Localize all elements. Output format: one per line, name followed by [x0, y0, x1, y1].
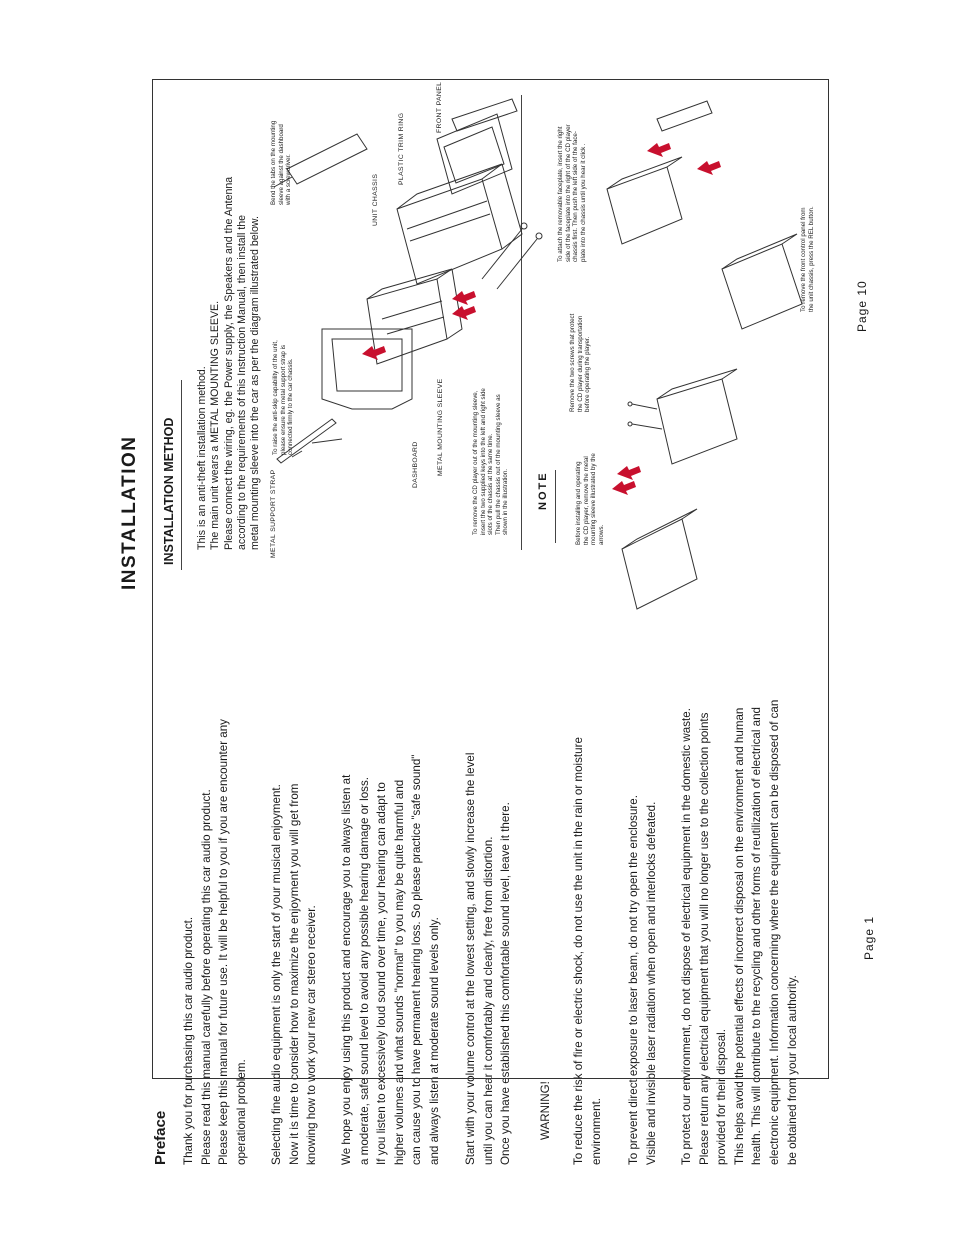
arrow-icon: [647, 143, 671, 157]
removal-keys-icon: [482, 223, 542, 289]
caption-line: connected firmly to the car chassis.: [287, 358, 295, 455]
warning-line: To reduce the risk of fire or electric shock, do not use the unit in the rain or moisture: [572, 737, 585, 1165]
caption-line: insert the two supplied keys into the left and right side: [479, 388, 487, 535]
arrow-icon: [362, 346, 386, 360]
label-front-panel: FRONT PANEL: [436, 81, 443, 133]
method-line: metal mounting sleeve into the car as per the diagram illustrated below.: [249, 216, 262, 550]
note-illustration-faceplate: [607, 101, 712, 244]
preface-line: can cause you to have permanent hearing loss. So please practice "safe sound": [410, 754, 424, 1165]
arrow-icon: [617, 466, 641, 480]
preface-line: Start with your volume control at the lowest setting, and slowly increase the level: [464, 752, 477, 1165]
note-line: arrows.: [597, 524, 605, 545]
note-line: before operating the player.: [584, 336, 592, 412]
preface-line: operational problem.: [234, 1059, 248, 1165]
note-illustration-release: [722, 234, 802, 329]
caption-line: with a screwdriver.: [285, 154, 293, 205]
caption-line: slots of the chassis at the same time.: [487, 433, 495, 535]
warning-line: environment.: [589, 1097, 603, 1165]
label-metal-support-strap: METAL SUPPORT STRAP: [270, 469, 277, 558]
label-plastic-trim-ring: PLASTIC TRIM RING: [398, 112, 405, 185]
preface-line: If you listen to excessively loud sound over time, your hearing can adapt to: [375, 782, 389, 1165]
caption-line: shown in the illustration.: [502, 468, 510, 535]
caption-line: please ensure the metal support strap is: [279, 344, 287, 455]
label-metal-mounting-sleeve: METAL MOUNTING SLEEVE: [437, 378, 444, 476]
note-line: Remove the two screws that protect: [569, 313, 576, 412]
front-panel: [452, 99, 517, 131]
note-illustration-sleeve: [622, 509, 697, 609]
preface-line: Now it is time to consider how to maximize the enjoyment you will get from: [287, 783, 301, 1165]
preface-line: Once you have established this comfortable sound level, leave it there.: [499, 802, 513, 1165]
note-line: Before installing and operating: [575, 461, 582, 545]
preface-line: and always listen at moderate sound levels only.: [427, 917, 441, 1165]
warning-line: Visible and invisible laser radiation when open and interlocks defeated.: [644, 801, 658, 1165]
warning-line: electronic equipment. Information concerning where the equipment can be disposed of can: [767, 699, 781, 1165]
warning-line: To protect our environment, do not dispose of electrical equipment in the domestic waste.: [680, 708, 693, 1165]
note-line: chassis first. Then push the left side of the face-: [572, 131, 580, 262]
preface-line: Please keep this manual for future use. It will be helpful to you if you are encounter any: [217, 719, 231, 1165]
arrow-icon: [612, 481, 636, 495]
warning-line: Please return any electrical equipment that you will no longer use to the collection points: [697, 712, 711, 1165]
page-number-right: Page 10: [855, 280, 869, 332]
note-line: To remove the front control panel from: [800, 207, 807, 312]
note-line: the CD player, remove the metal: [582, 456, 590, 545]
arrow-icon: [697, 161, 721, 175]
warning-label-text: WARNING!: [539, 1081, 552, 1140]
preface-line: a moderate, safe sound level to avoid any possible hearing damage or loss.: [357, 777, 371, 1165]
note-line: side of the faceplate into the right of the CD player: [564, 124, 572, 262]
warning-line: be obtained from your local authority.: [785, 975, 799, 1165]
caption-line: To remove the CD player out of the mounting sleeve,: [472, 390, 479, 535]
note-line: the CD player during transportation: [576, 315, 584, 412]
preface-line: higher volumes and what sounds "normal" to you may be quite harmful and: [392, 779, 406, 1165]
preface-line: until you can hear it comfortably and clearly, free from distortion.: [481, 836, 495, 1165]
caption-line: To raise the anti-skip capability of the unit,: [272, 340, 279, 455]
preface-line: Please read this manual carefully before operating this car audio product.: [199, 789, 213, 1165]
preface-line: Thank you for purchasing this car audio product.: [182, 916, 195, 1165]
method-line: Please connect the wiring, eg. the Power supply, the Speakers and the Antenna: [222, 176, 235, 550]
dashboard-outline: [322, 329, 412, 409]
warning-line: health. This will contribute to the recycling and other forms of reutilization of electrical and: [750, 707, 764, 1165]
installation-diagram: [152, 79, 829, 1079]
label-dashboard: DASHBOARD: [412, 441, 419, 488]
installation-method-heading: INSTALLATION METHOD: [162, 417, 176, 565]
caption-line: sleeve against the dashboard: [277, 124, 285, 205]
warning-line: provided for their disposal.: [715, 1029, 729, 1165]
note-line: plate into the chassis until you hear it click .: [579, 143, 587, 262]
method-line: according to the requirements of this Instruction Manual, then install the: [235, 214, 248, 550]
screwdriver-icon: [274, 134, 367, 187]
label-unit-chassis: UNIT CHASSIS: [372, 173, 379, 226]
metal-support-strap: [277, 419, 342, 463]
note-line: To attach the removable faceplate, insert the right: [557, 126, 564, 262]
caption-line: Then pull the chassis out of the mounting sleeve as: [494, 394, 502, 535]
page-number-left: Page 1: [862, 915, 876, 960]
note-illustration-screws: [628, 369, 737, 464]
note-heading: NOTE: [537, 471, 549, 510]
installation-title: INSTALLATION: [119, 435, 140, 590]
method-line: This is an anti-theft installation method.: [196, 366, 208, 550]
caption-line: Bend the tabs on the mounting: [270, 120, 277, 205]
warning-line: This helps avoid the potential effects of incorrect disposal on the environment and human: [732, 707, 746, 1165]
method-line: The main unit wears a METAL MOUNTING SLEEVE.: [209, 300, 222, 550]
warning-line: To prevent direct exposure to laser beam, do not try open the enclosure.: [627, 795, 640, 1165]
preface-line: Selecting fine audio equipment is only the start of your musical enjoyment.: [270, 784, 283, 1165]
note-line: mounting sleeve illustrated by the: [590, 453, 598, 545]
note-line: the unit chassis, press the REL button.: [807, 206, 815, 312]
preface-line: We hope you enjoy using this product and encourage you to always listen at: [340, 774, 353, 1165]
arrow-icon: [452, 306, 476, 320]
preface-heading: Preface: [152, 1110, 169, 1165]
preface-line: knowing how to work your new car stereo receiver.: [305, 905, 319, 1165]
